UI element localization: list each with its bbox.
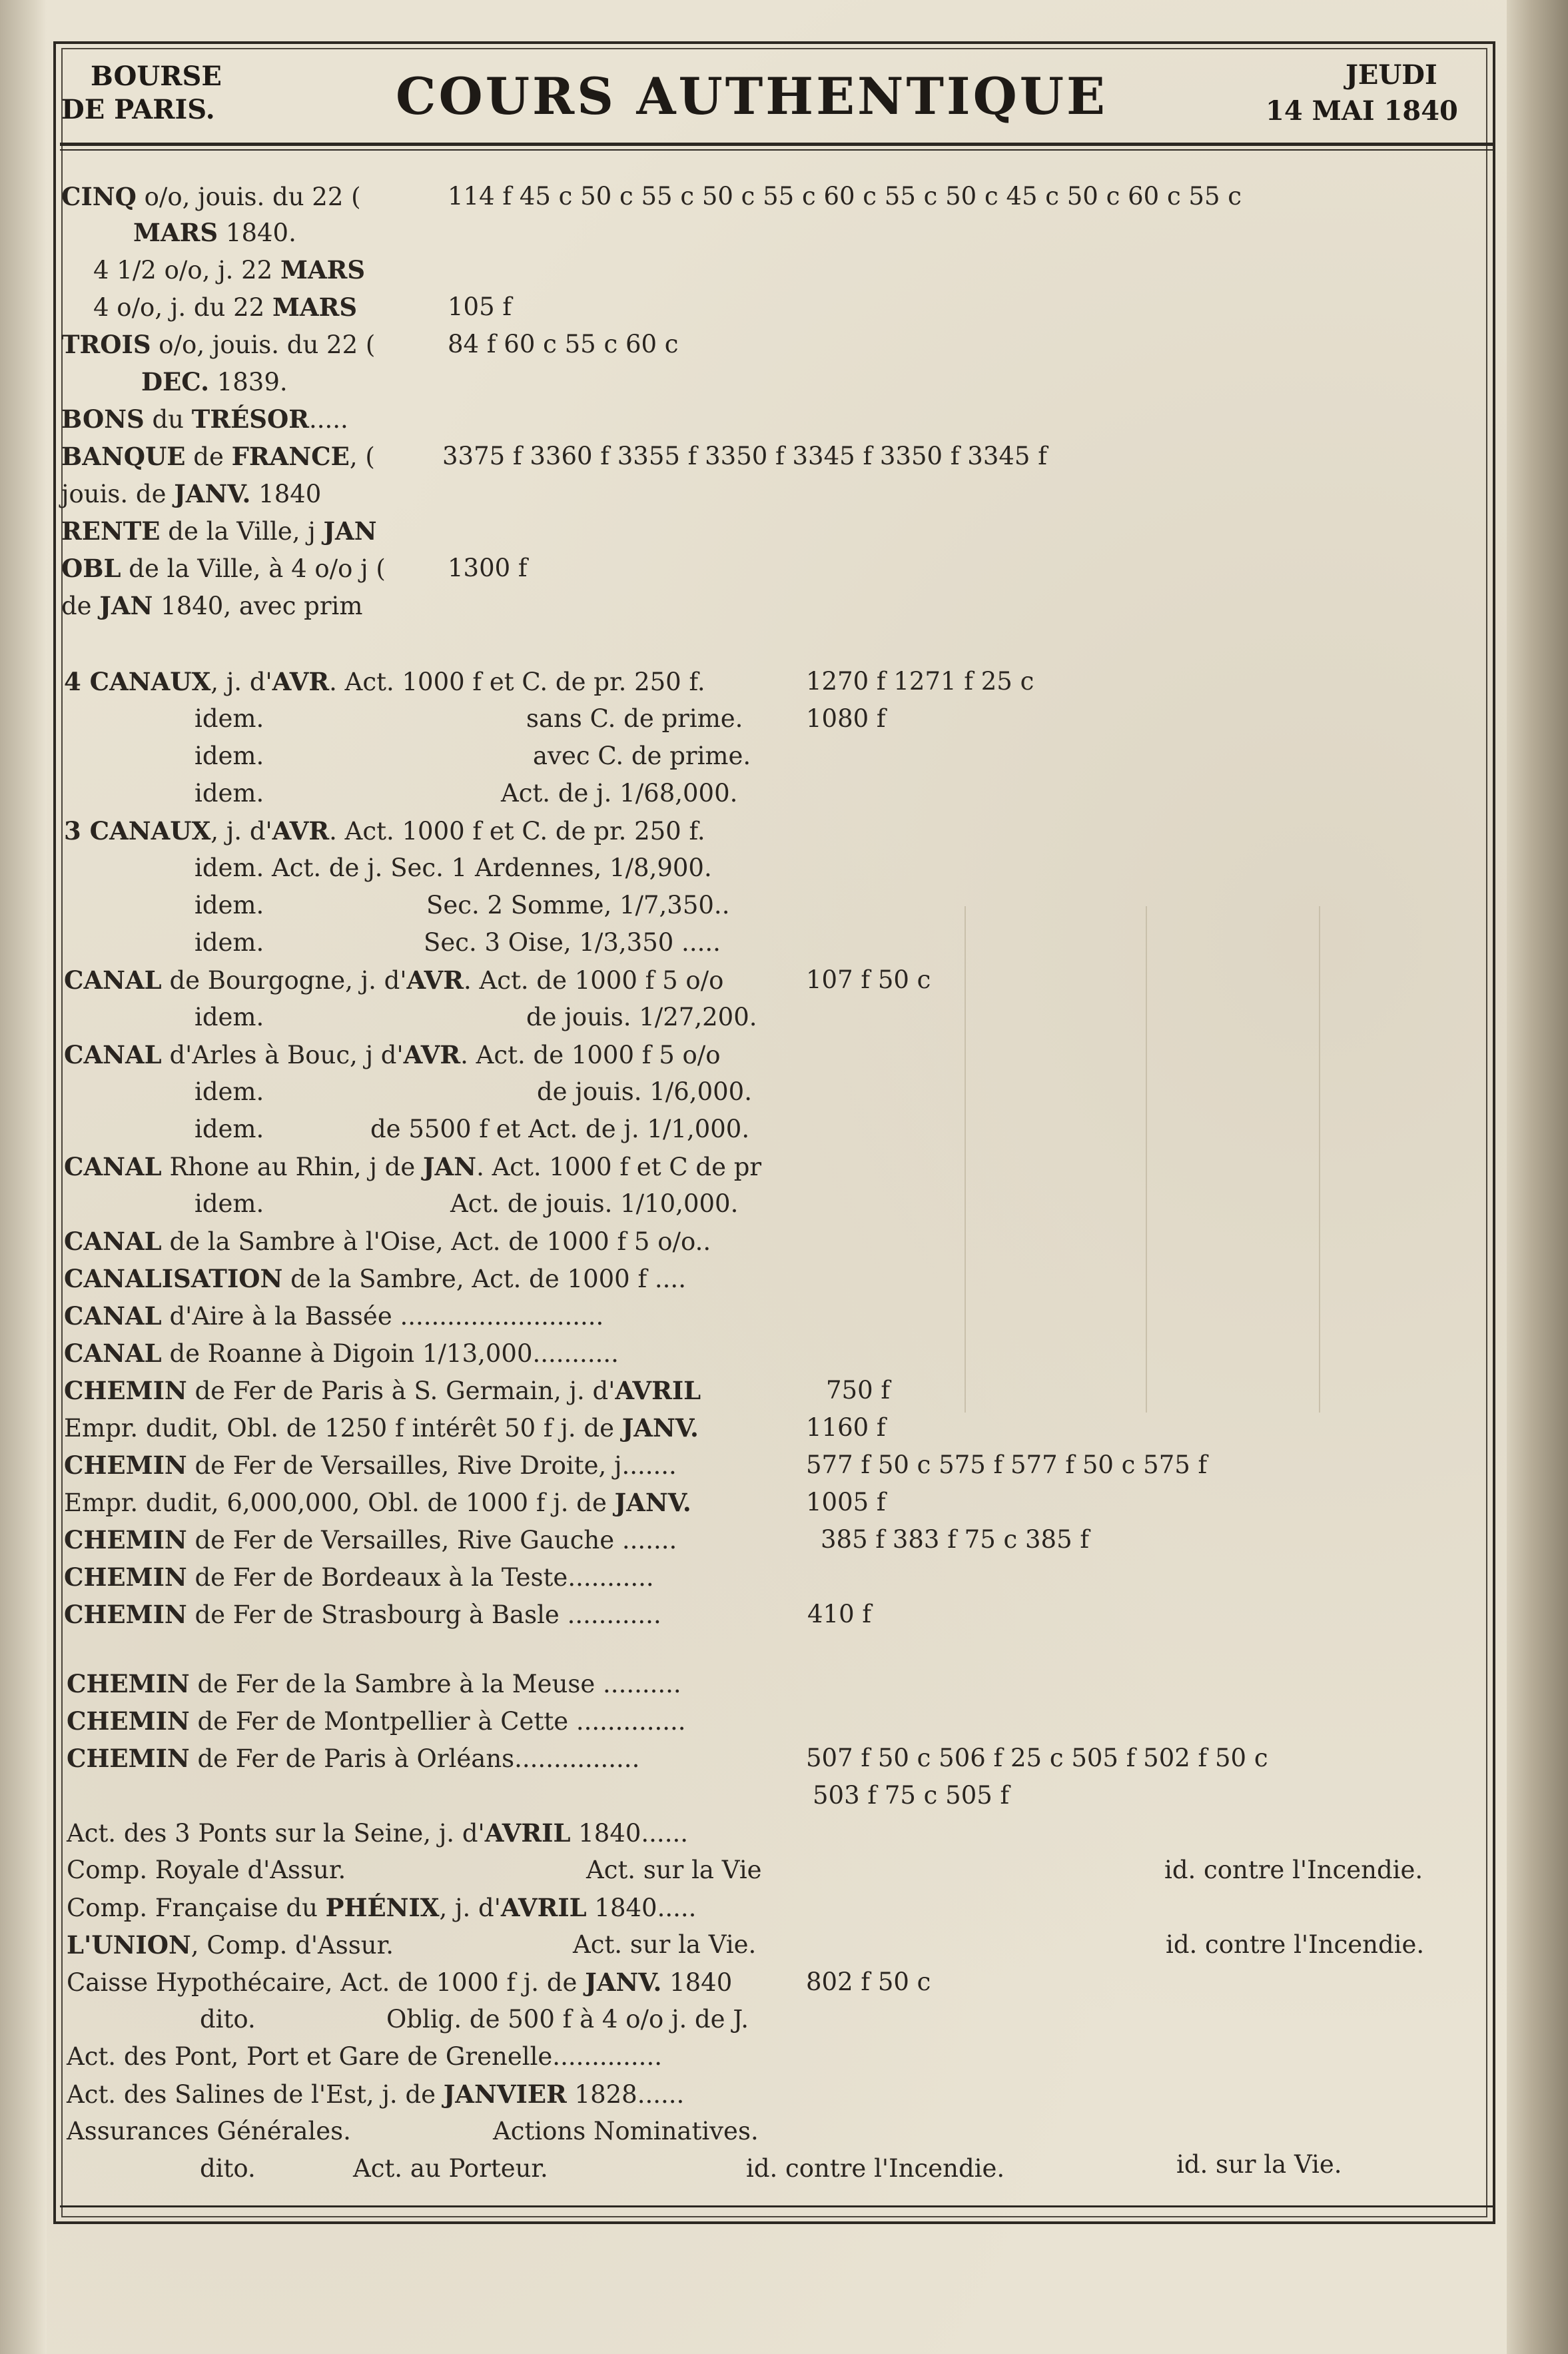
quote-line-text: 1005 f bbox=[806, 1488, 886, 1516]
quote-line bbox=[64, 816, 705, 847]
quote-line-bold: CANAL bbox=[64, 1040, 162, 1069]
quote-line bbox=[806, 704, 886, 734]
quote-line-text: 507 f 50 c 506 f 25 c 505 f 502 f 50 c bbox=[806, 1744, 1268, 1772]
quote-line-text: Oblig. de 500 f à 4 o/o j. de J. bbox=[386, 2005, 749, 2034]
quote-line-text: . Act. 1000 f et C. de pr. 250 f. bbox=[329, 668, 705, 696]
quote-line bbox=[195, 890, 264, 921]
quote-line bbox=[61, 181, 361, 213]
quote-line bbox=[67, 1930, 394, 1961]
quote-line-bold: CINQ bbox=[61, 182, 137, 211]
quote-line-text: de Fer de la Sambre à la Meuse .......... bbox=[189, 1670, 681, 1698]
quote-line bbox=[442, 441, 1047, 472]
quote-line-text: o/o, jouis. du 22 bbox=[136, 183, 352, 211]
quote-line-text: 410 f bbox=[807, 1600, 872, 1628]
quote-line bbox=[61, 553, 386, 584]
quote-line bbox=[64, 1599, 661, 1630]
quote-line-text: id. contre l'Incendie. bbox=[1166, 1930, 1425, 1959]
quote-line bbox=[526, 1002, 757, 1033]
quote-line-text: ( bbox=[351, 183, 361, 211]
quote-line-bold: DEC. bbox=[141, 367, 209, 396]
quote-line bbox=[61, 478, 321, 510]
quote-line bbox=[67, 2042, 662, 2072]
quote-line-text: ..... bbox=[308, 405, 348, 434]
quote-line-text: 1080 f bbox=[806, 704, 886, 733]
quote-line-text: , j. d' bbox=[210, 668, 272, 696]
quote-line bbox=[61, 590, 362, 622]
quote-line bbox=[195, 741, 264, 772]
quote-line-bold: AVRIL bbox=[500, 1893, 587, 1922]
quote-line-bold: JANVIER bbox=[443, 2079, 567, 2109]
quote-line-text: de la Sambre, Act. de 1000 f .... bbox=[282, 1265, 686, 1293]
quote-line-text: 1840. bbox=[218, 219, 296, 247]
quote-line bbox=[807, 1599, 871, 1630]
quote-line bbox=[64, 1450, 677, 1481]
quote-line-bold: CHEMIN bbox=[64, 1600, 187, 1629]
quote-line-text: o/o, jouis. du 22 ( bbox=[151, 330, 376, 359]
quote-line bbox=[200, 2004, 256, 2035]
quote-line-text: de Fer de Paris à Orléans................ bbox=[189, 1744, 640, 1773]
quote-line bbox=[806, 666, 1034, 697]
quote-line-bold: CANAL bbox=[64, 965, 162, 995]
quote-line-text: 1839. bbox=[208, 368, 288, 396]
quote-line bbox=[448, 181, 1242, 212]
quote-line bbox=[1166, 1930, 1424, 1960]
book-spine bbox=[0, 0, 47, 2354]
quote-line-text: idem. bbox=[195, 1003, 264, 1031]
quote-line-text: avec C. de prime. bbox=[533, 742, 751, 770]
quote-line-bold: JAN bbox=[99, 591, 153, 620]
quote-line-bold: JANV. bbox=[621, 1413, 699, 1443]
quote-line-text: 105 f bbox=[448, 293, 512, 321]
header-left-line2: DE PARIS. bbox=[61, 94, 215, 125]
quote-line-text: de Fer de Versailles, Rive Droite, j....... bbox=[187, 1451, 677, 1480]
quote-line-text: idem. bbox=[195, 928, 264, 957]
quote-line-text: d'Aire à la Bassée .......................... bbox=[161, 1302, 604, 1331]
quote-line-bold: AVR bbox=[406, 965, 464, 995]
quote-line-text: . Act. 1000 f et C. de pr. 250 f. bbox=[329, 817, 705, 846]
quote-line-bold: BONS bbox=[61, 404, 145, 434]
quote-line-text: Act. de jouis. 1/10,000. bbox=[450, 1189, 739, 1218]
quote-line-text: Act. de j. 1/68,000. bbox=[501, 779, 738, 808]
quote-line-text: 1270 f 1271 f 25 c bbox=[806, 667, 1034, 696]
quote-line-text: Assurances Générales. bbox=[67, 2117, 351, 2145]
quote-line bbox=[806, 1743, 1268, 1774]
quote-line bbox=[141, 366, 288, 398]
quote-line-text: , j. d' bbox=[439, 1894, 501, 1922]
quote-line-text: idem. bbox=[195, 1189, 264, 1218]
quote-line-text: Sec. 2 Somme, 1/7,350.. bbox=[426, 891, 730, 919]
quote-line-text: idem. bbox=[195, 1115, 264, 1143]
quote-line bbox=[67, 1967, 732, 1998]
quote-line bbox=[64, 666, 705, 698]
quote-line bbox=[806, 1487, 886, 1518]
quote-line bbox=[450, 1189, 738, 1219]
quote-line-bold: TROIS bbox=[61, 330, 151, 359]
quote-line bbox=[806, 1967, 931, 1998]
quote-line-text: 84 f 60 c 55 c 60 c bbox=[448, 330, 679, 358]
quote-line bbox=[424, 927, 721, 958]
header-rule-thin bbox=[60, 149, 1493, 151]
quote-line-text: id. contre l'Incendie. bbox=[1164, 1856, 1423, 1884]
quote-line-bold: CHEMIN bbox=[67, 1706, 190, 1736]
page-edge bbox=[1507, 0, 1568, 2354]
quote-line-text: 114 f 45 c 50 c 55 c 50 c 55 c 60 c 55 c 50 c 45 c 50 c 60 c 55 c bbox=[448, 182, 1242, 211]
quote-line-text: id. sur la Vie. bbox=[1176, 2150, 1342, 2179]
quote-line bbox=[61, 329, 375, 360]
quote-line bbox=[93, 292, 357, 323]
quote-line bbox=[200, 2153, 256, 2184]
quote-line bbox=[67, 1668, 681, 1700]
quote-line-text: 1840, avec prim bbox=[153, 592, 363, 620]
quote-line-text: Actions Nominatives. bbox=[493, 2117, 759, 2145]
quote-line bbox=[746, 2153, 1004, 2184]
quote-line-text: Caisse Hypothécaire, Act. de 1000 f j. de bbox=[67, 1968, 586, 1997]
quote-line bbox=[806, 1450, 1207, 1480]
quote-line bbox=[1176, 2149, 1342, 2180]
quote-line bbox=[61, 516, 377, 547]
quote-line-text: de jouis. 1/27,200. bbox=[526, 1003, 757, 1031]
header-rule bbox=[60, 143, 1493, 146]
quote-line-text: idem. Act. de j. Sec. 1 Ardennes, 1/8,900. bbox=[195, 854, 712, 882]
quote-line-text: de 5500 f et Act. de j. 1/1,000. bbox=[370, 1115, 750, 1143]
footer-rule bbox=[60, 2205, 1493, 2207]
quote-line-bold: L'UNION bbox=[67, 1930, 191, 1960]
quote-line bbox=[426, 890, 729, 921]
quote-line bbox=[386, 2004, 749, 2035]
quote-line bbox=[64, 1562, 654, 1593]
quote-line-text: de Roanne à Digoin 1/13,000........... bbox=[161, 1339, 619, 1368]
quote-line-text: Act. des 3 Ponts sur la Seine, j. d' bbox=[67, 1819, 485, 1848]
quote-line bbox=[61, 441, 375, 472]
quote-line-bold: CANAL bbox=[64, 1152, 162, 1181]
quote-line-text: de Bourgogne, j. d' bbox=[161, 966, 407, 995]
quote-line-text: idem. bbox=[195, 891, 264, 919]
quote-line-bold: JAN bbox=[323, 516, 377, 546]
quote-line bbox=[195, 778, 264, 809]
quote-line-text: 1840 bbox=[661, 1968, 733, 1997]
quote-line-text: sans C. de prime. bbox=[526, 704, 743, 733]
quote-line-bold: 4 CANAUX bbox=[64, 667, 211, 696]
quote-line-text: d'Arles à Bouc, j d' bbox=[161, 1041, 404, 1069]
quote-line bbox=[67, 1818, 688, 1849]
quote-line-text: de la Ville, j bbox=[160, 517, 324, 546]
quote-line bbox=[195, 927, 264, 958]
quote-line bbox=[573, 1930, 756, 1960]
quote-line-text: Sec. 3 Oise, 1/3,350 ..... bbox=[424, 928, 721, 957]
quote-line bbox=[195, 853, 712, 883]
quote-line-text: 3375 f 3360 f 3355 f 3350 f 3345 f 3350 f 3345 f bbox=[442, 442, 1047, 470]
quote-line-bold: JANV. bbox=[585, 1968, 662, 1997]
quote-line-text: Rhone au Rhin, j de bbox=[161, 1153, 424, 1181]
quote-line bbox=[64, 1413, 699, 1444]
quote-line-text: , Comp. d'Assur. bbox=[191, 1931, 394, 1960]
quote-line bbox=[67, 1855, 346, 1886]
quote-line-bold: TRÉSOR bbox=[191, 404, 309, 434]
quote-line-bold: AVRIL bbox=[615, 1376, 701, 1405]
quote-line bbox=[64, 1338, 619, 1369]
quote-line-bold: CHEMIN bbox=[67, 1669, 190, 1698]
quote-line bbox=[1164, 1855, 1423, 1886]
quote-line bbox=[64, 1301, 603, 1332]
quote-line-bold: AVR bbox=[272, 667, 330, 696]
quote-line-text: de Fer de Bordeaux à la Teste........... bbox=[187, 1563, 654, 1592]
quote-line-text: idem. bbox=[195, 704, 264, 733]
quote-line-bold: JAN bbox=[423, 1152, 477, 1181]
quote-line-text: . Act. de 1000 f 5 o/o bbox=[464, 966, 724, 995]
quote-line-bold: MARS bbox=[272, 293, 358, 322]
quote-line-bold: CHEMIN bbox=[64, 1525, 187, 1554]
quote-line-text: de la Sambre à l'Oise, Act. de 1000 f 5 o/o.. bbox=[161, 1227, 711, 1256]
quote-line-bold: CHEMIN bbox=[67, 1744, 190, 1773]
quote-line-text: idem. bbox=[195, 742, 264, 770]
quote-line-text: 1160 f bbox=[806, 1413, 886, 1442]
quote-line bbox=[448, 292, 512, 322]
quote-line-bold: RENTE bbox=[61, 516, 161, 546]
quote-line bbox=[195, 1002, 264, 1033]
quote-line-text: 503 f 75 c 505 f bbox=[813, 1781, 1010, 1810]
quote-line-text: idem. bbox=[195, 1077, 264, 1106]
quote-line-text: Empr. dudit, 6,000,000, Obl. de 1000 f j. de bbox=[64, 1488, 615, 1517]
quote-line bbox=[353, 2153, 548, 2184]
quote-line-text: 1840 bbox=[250, 480, 322, 508]
bleed-through-column bbox=[1319, 906, 1320, 1413]
quote-line-bold: CANAL bbox=[64, 1301, 162, 1331]
quote-line-bold: CANAL bbox=[64, 1339, 162, 1368]
quote-line-bold: BANQUE bbox=[61, 442, 186, 471]
quote-line-bold: CHEMIN bbox=[64, 1562, 187, 1592]
quote-line-bold: JANV. bbox=[614, 1488, 691, 1517]
quote-line-bold: MARS bbox=[280, 255, 366, 285]
header-date: 14 MAI 1840 bbox=[1266, 95, 1458, 127]
quote-line-text: Act. sur la Vie bbox=[586, 1856, 762, 1884]
quote-line bbox=[493, 2116, 759, 2147]
quote-line-text: 4 o/o, j. du 22 bbox=[93, 293, 272, 322]
quote-line bbox=[195, 1077, 264, 1107]
quote-line-text: 4 1/2 o/o, j. 22 bbox=[93, 256, 280, 285]
quote-line-text: Comp. Royale d'Assur. bbox=[67, 1856, 346, 1884]
quote-line-text: Act. des Salines de l'Est, j. de bbox=[67, 2080, 444, 2109]
quote-line bbox=[67, 1706, 686, 1737]
quote-line-bold: FRANCE bbox=[231, 442, 350, 471]
quote-line-text: 107 f 50 c bbox=[806, 965, 931, 994]
quote-line bbox=[448, 329, 679, 360]
quote-line bbox=[64, 1263, 686, 1295]
quote-line bbox=[64, 1375, 701, 1407]
bleed-through-column bbox=[1146, 906, 1147, 1413]
quote-line bbox=[67, 2079, 684, 2110]
quote-line-bold: CANALISATION bbox=[64, 1264, 283, 1293]
quote-line-text: 1828...... bbox=[566, 2080, 685, 2109]
quote-line bbox=[195, 1189, 264, 1219]
quote-line-text: de Fer de Paris à S. Germain, j. d' bbox=[187, 1377, 615, 1405]
quote-line bbox=[448, 553, 528, 584]
quote-line-text: . Act. 1000 f et C de pr bbox=[476, 1153, 762, 1181]
quote-line-bold: PHÉNIX bbox=[325, 1893, 440, 1922]
header-left-line1: BOURSE bbox=[91, 61, 222, 92]
quote-line-text: dito. bbox=[200, 2005, 256, 2034]
quote-line bbox=[537, 1077, 752, 1107]
quote-line-text: de la Ville, à 4 o/o j ( bbox=[121, 554, 386, 583]
quote-line bbox=[586, 1855, 762, 1886]
quote-line bbox=[64, 1487, 691, 1518]
bleed-through-column bbox=[965, 906, 966, 1413]
quote-line bbox=[64, 1039, 721, 1071]
quote-line-text: de Fer de Montpellier à Cette .............. bbox=[189, 1707, 686, 1736]
quote-line-text: Act. des Pont, Port et Gare de Grenelle.............. bbox=[67, 2042, 662, 2071]
quote-line bbox=[813, 1780, 1009, 1811]
quote-line-text: , ( bbox=[349, 442, 375, 471]
quote-line-bold: 3 CANAUX bbox=[64, 816, 211, 846]
quote-line-bold: AVR bbox=[403, 1040, 461, 1069]
quote-line-text: Act. sur la Vie. bbox=[573, 1930, 757, 1959]
quote-line-text: 1840..... bbox=[586, 1894, 697, 1922]
header-right-line1: JEUDI bbox=[1346, 59, 1437, 91]
quote-line-text: de Fer de Strasbourg à Basle ............ bbox=[187, 1600, 661, 1629]
quote-line bbox=[67, 1892, 696, 1924]
quote-line-text: . Act. de 1000 f 5 o/o bbox=[460, 1041, 721, 1069]
quote-line-bold: CANAL bbox=[64, 1227, 162, 1256]
quote-line-text: 750 f bbox=[826, 1376, 891, 1405]
quote-line-text: Act. au Porteur. bbox=[353, 2154, 548, 2183]
quote-line-text: de bbox=[185, 442, 232, 471]
quote-line bbox=[195, 704, 264, 734]
quote-line-text: Comp. Française du bbox=[67, 1894, 326, 1922]
quote-line bbox=[93, 255, 365, 286]
quote-line bbox=[133, 217, 296, 249]
quote-line bbox=[195, 1114, 264, 1145]
quote-line bbox=[61, 404, 348, 435]
quote-line-text: 802 f 50 c bbox=[806, 1968, 931, 1996]
quote-line-bold: OBL bbox=[61, 554, 121, 583]
quote-line-text: de Fer de Versailles, Rive Gauche ....... bbox=[187, 1526, 677, 1554]
quote-line bbox=[806, 965, 931, 995]
quote-line bbox=[67, 2116, 351, 2147]
quote-line bbox=[370, 1114, 749, 1145]
quote-line-text: 1300 f bbox=[448, 554, 528, 582]
quote-line bbox=[64, 965, 723, 996]
quote-line bbox=[64, 1524, 677, 1556]
quote-line bbox=[501, 778, 737, 809]
quote-line-text: jouis. de bbox=[61, 480, 175, 508]
quote-line-bold: MARS bbox=[133, 218, 218, 247]
quote-line-bold: CHEMIN bbox=[64, 1451, 187, 1480]
quote-line-bold: CHEMIN bbox=[64, 1376, 187, 1405]
quote-line-text: idem. bbox=[195, 779, 264, 808]
quote-line bbox=[821, 1524, 1089, 1555]
page-title: COURS AUTHENTIQUE bbox=[396, 67, 1108, 126]
quote-line bbox=[64, 1226, 711, 1257]
quote-line bbox=[533, 741, 751, 772]
quote-line-text: 385 f 383 f 75 c 385 f bbox=[821, 1525, 1090, 1554]
quote-line-text: de bbox=[61, 592, 100, 620]
quote-line bbox=[526, 704, 743, 734]
quote-line bbox=[67, 1743, 639, 1774]
quote-line-text: id. contre l'Incendie. bbox=[746, 2154, 1005, 2183]
quote-line-bold: AVRIL bbox=[484, 1818, 571, 1848]
quote-line-text: 577 f 50 c 575 f 577 f 50 c 575 f bbox=[806, 1451, 1208, 1479]
quote-line-text: du bbox=[144, 405, 192, 434]
quote-line-bold: AVR bbox=[272, 816, 330, 846]
quote-line-text: , j. d' bbox=[210, 817, 272, 846]
quote-line bbox=[64, 1151, 761, 1183]
quote-line-text: 1840...... bbox=[570, 1819, 688, 1848]
quote-line-text: Empr. dudit, Obl. de 1250 f intérêt 50 f j. de bbox=[64, 1414, 622, 1443]
quote-line-text: dito. bbox=[200, 2154, 256, 2183]
quote-line-text: de jouis. 1/6,000. bbox=[537, 1077, 752, 1106]
quote-line-bold: JANV. bbox=[174, 479, 251, 508]
quote-line bbox=[826, 1375, 890, 1406]
quote-line bbox=[806, 1413, 886, 1443]
